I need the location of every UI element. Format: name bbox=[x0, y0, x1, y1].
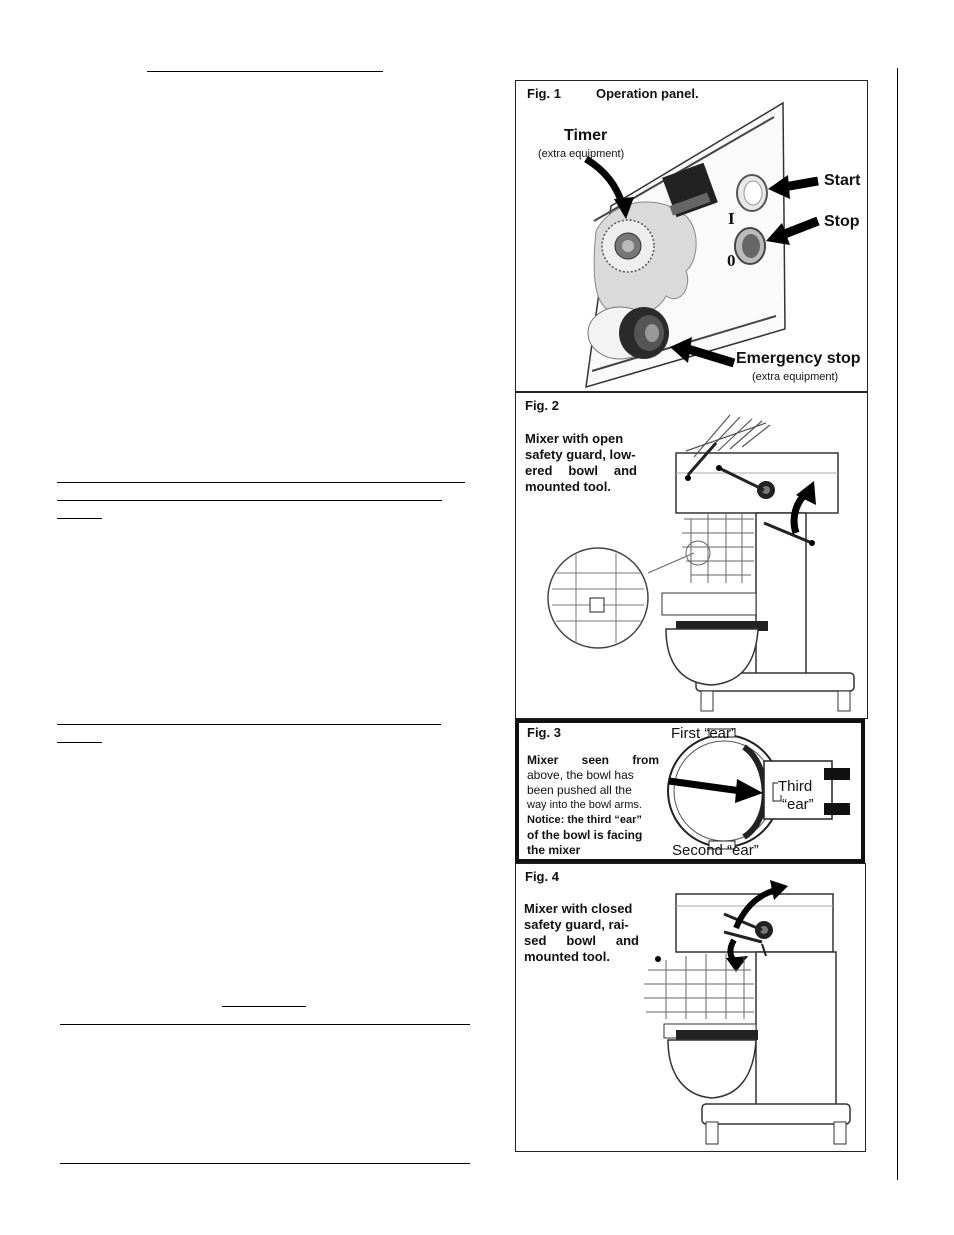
section-rule-1b bbox=[57, 500, 442, 501]
fig3-caption-line: Notice: the third “ear” bbox=[527, 814, 642, 826]
on-symbol: I bbox=[728, 209, 735, 228]
second-ear-label: Second “ear” bbox=[672, 842, 759, 859]
third-ear-label: Third bbox=[778, 778, 813, 795]
box-rule-bottom bbox=[60, 1163, 470, 1164]
figure-2-open-guard bbox=[515, 392, 868, 719]
emergency-stop-label: Emergency stop bbox=[736, 350, 861, 367]
fig2-label: Fig. 2 bbox=[525, 398, 559, 413]
fig3-label: Fig. 3 bbox=[527, 725, 561, 740]
emergency-stop-button-icon bbox=[588, 307, 669, 359]
fig2-caption-line: mounted tool. bbox=[525, 479, 611, 494]
stop-button-icon bbox=[735, 228, 765, 264]
fig4-caption bbox=[524, 901, 639, 965]
fig4-label: Fig. 4 bbox=[525, 869, 559, 884]
fig3-caption bbox=[527, 753, 659, 858]
fig3-caption-line: of the bowl is facing bbox=[527, 828, 643, 842]
stop-label: Stop bbox=[824, 213, 860, 230]
figure-4-closed-guard bbox=[515, 863, 866, 1152]
fig3-caption-line: the mixer bbox=[527, 843, 581, 857]
fig2-caption-line: ered bowl and bbox=[525, 463, 637, 478]
fig4-caption-line: sed bowl and bbox=[524, 933, 639, 948]
figure-3-top-view bbox=[515, 719, 865, 863]
first-ear-label: First “ear” bbox=[671, 725, 736, 742]
section-rule-2b bbox=[57, 742, 102, 743]
start-label: Start bbox=[824, 172, 861, 189]
figure-1-operation-panel bbox=[515, 80, 868, 392]
timer-label: Timer bbox=[564, 127, 608, 144]
fig3-caption-line: way into the bowl arms. bbox=[527, 799, 642, 811]
box-rule-top bbox=[60, 1024, 470, 1025]
timer-note: (extra equipment) bbox=[538, 148, 625, 160]
third-ear-label-2: “ear” bbox=[782, 796, 814, 813]
heading-underline-mid bbox=[222, 1006, 306, 1007]
fig3-caption-line: above, the bowl has bbox=[527, 768, 634, 782]
fig4-caption-line: safety guard, rai- bbox=[524, 917, 629, 932]
fig2-caption-line: safety guard, low- bbox=[525, 447, 636, 462]
off-symbol: 0 bbox=[727, 251, 736, 270]
fig4-caption-line: Mixer with closed bbox=[524, 901, 633, 916]
section-rule-1c bbox=[57, 518, 102, 519]
fig4-caption-line: mounted tool. bbox=[524, 949, 610, 964]
fig1-title: Operation panel. bbox=[596, 86, 699, 101]
fig3-caption-line: Mixer seen from bbox=[527, 753, 659, 767]
emergency-stop-note: (extra equipment) bbox=[752, 371, 839, 383]
fig1-label: Fig. 1 bbox=[527, 86, 561, 101]
right-margin-line bbox=[897, 68, 898, 1180]
heading-underline-top bbox=[147, 71, 383, 72]
fig3-caption-line: been pushed all the bbox=[527, 783, 632, 797]
start-button-icon bbox=[737, 175, 767, 211]
section-rule-2a bbox=[57, 724, 441, 725]
fig2-caption bbox=[525, 431, 637, 495]
timer-dial-icon bbox=[602, 220, 654, 272]
section-rule-1a bbox=[57, 482, 465, 483]
fig2-caption-line: Mixer with open bbox=[525, 431, 624, 446]
